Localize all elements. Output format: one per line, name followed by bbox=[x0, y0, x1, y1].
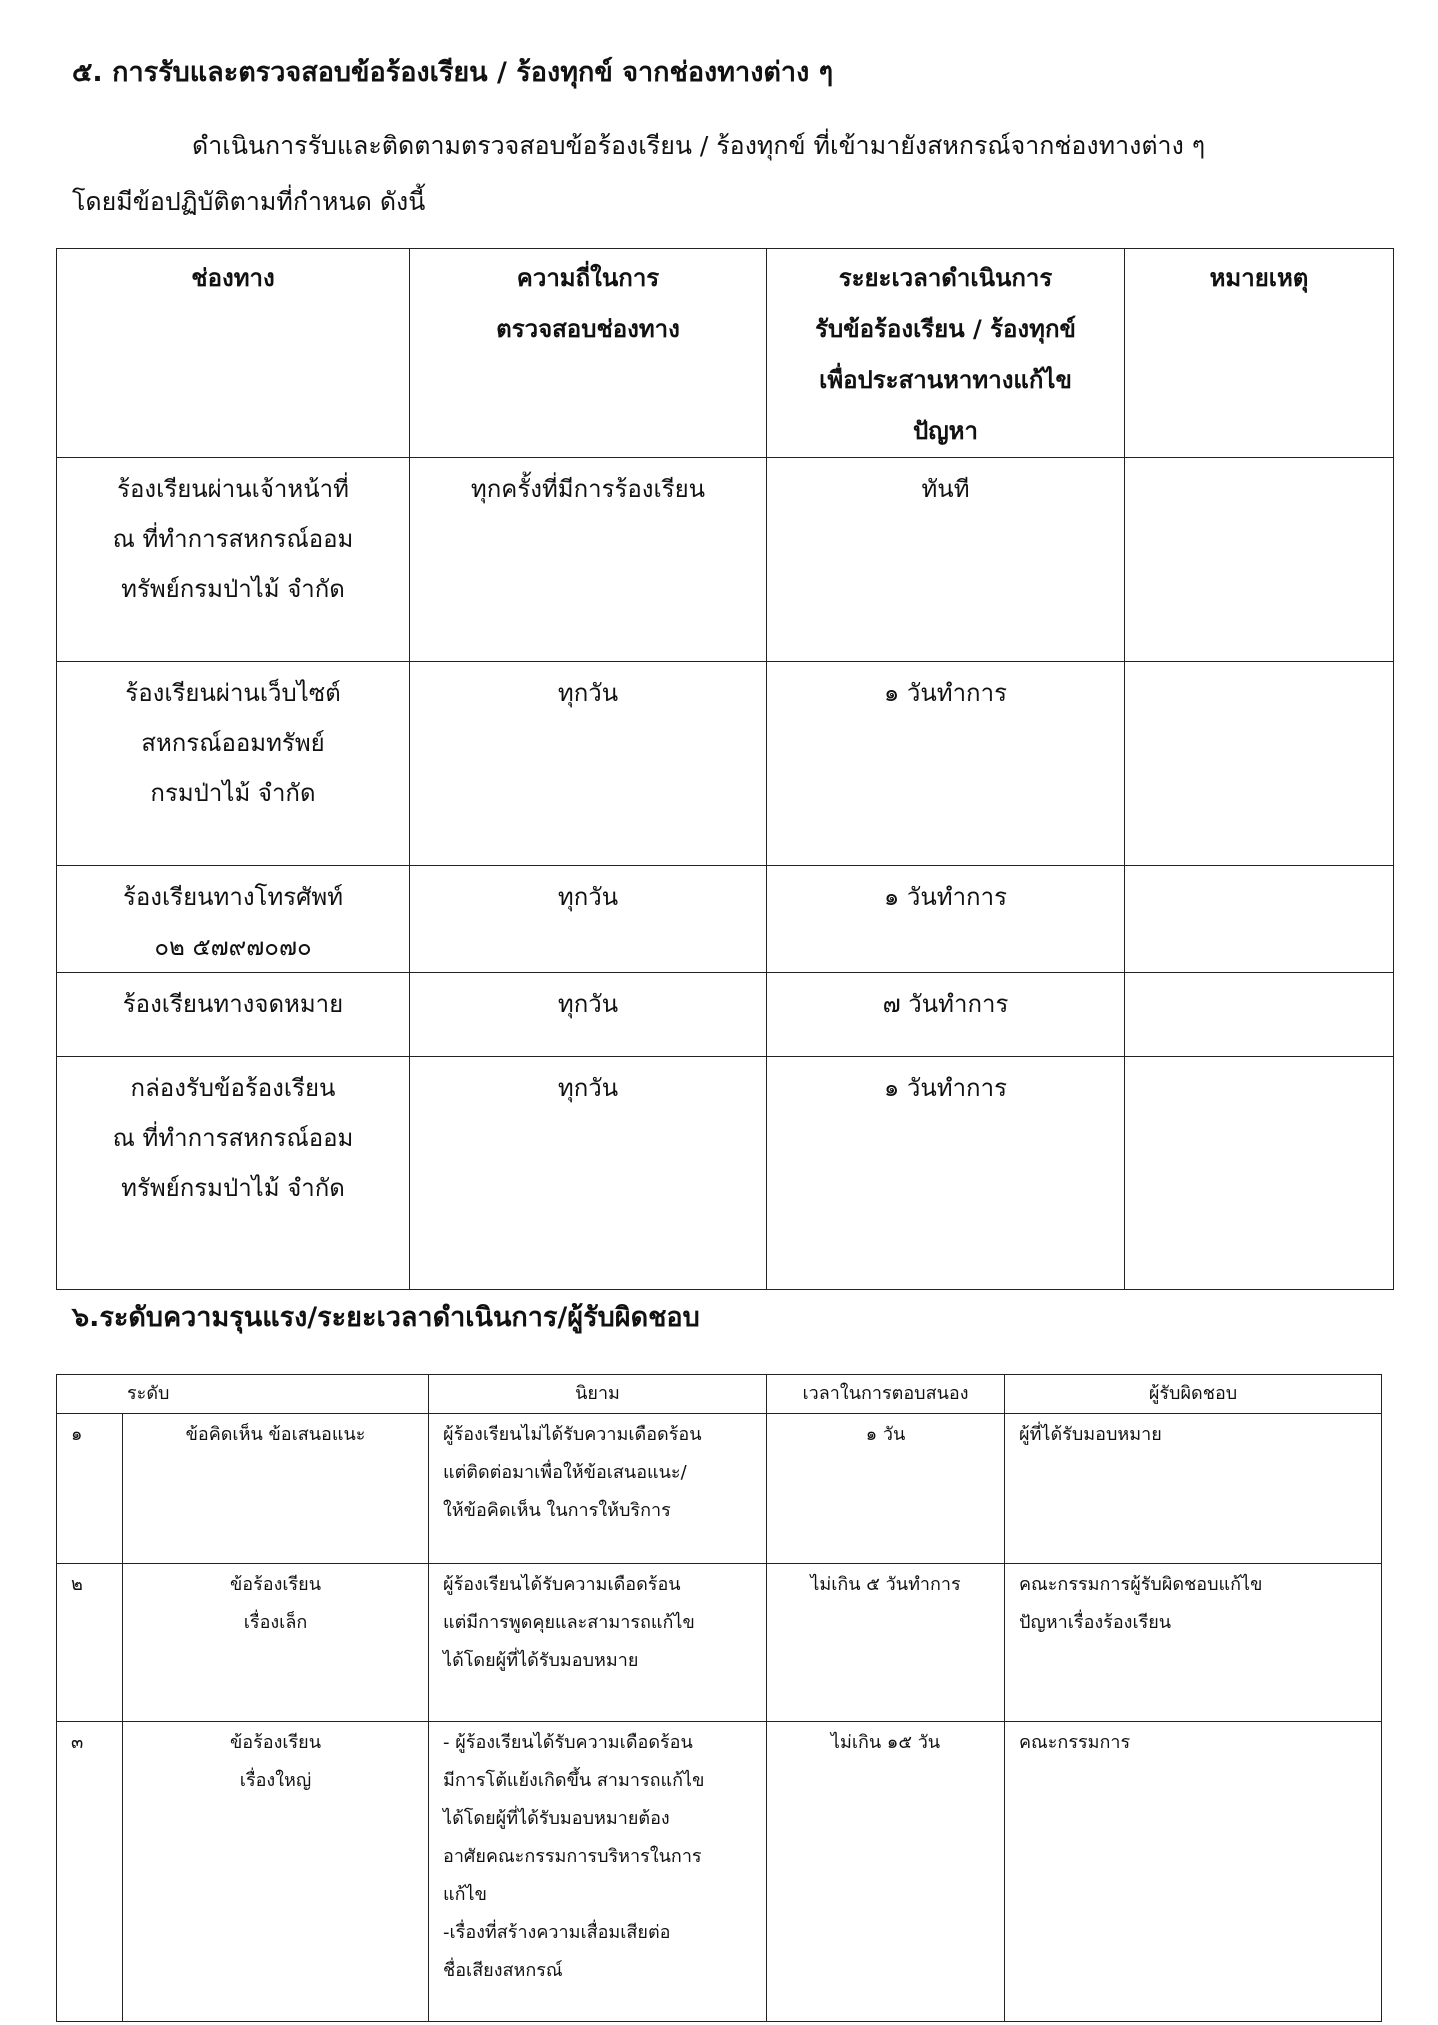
cell-note bbox=[1125, 1057, 1394, 1290]
cell-line: ข้อร้องเรียน bbox=[229, 1574, 322, 1595]
intro-line: โดยมีข้อปฏิบัติตามที่กำหนด ดังนี้ bbox=[72, 187, 426, 216]
cell-level-name bbox=[123, 1414, 429, 1564]
cell-frequency: ทุกครั้งที่มีการร้องเรียน bbox=[410, 458, 767, 662]
channels-header-row bbox=[57, 249, 1394, 458]
cell-line: คณะกรรมการผู้รับผิดชอบแก้ไข bbox=[1019, 1574, 1263, 1595]
cell-line: ทรัพย์กรมป่าไม้ จำกัด bbox=[121, 1174, 345, 1202]
cell-definition bbox=[429, 1564, 767, 1722]
cell-line: ร้องเรียนผ่านเว็บไซต์ bbox=[125, 679, 341, 707]
cell-frequency: ทุกวัน bbox=[410, 973, 767, 1057]
cell-level-number: ๓ bbox=[57, 1722, 123, 2022]
cell-duration: ๑ วันทำการ bbox=[767, 662, 1125, 866]
cell-line: สหกรณ์ออมทรัพย์ bbox=[141, 729, 325, 757]
table-row bbox=[57, 458, 1394, 662]
cell-response-time: ไม่เกิน ๕ วันทำการ bbox=[767, 1564, 1005, 1722]
cell-response-time: ไม่เกิน ๑๕ วัน bbox=[767, 1722, 1005, 2022]
cell-channel bbox=[57, 662, 410, 866]
cell-line: เรื่องใหญ่ bbox=[239, 1770, 312, 1791]
cell-duration: ๗ วันทำการ bbox=[767, 973, 1125, 1057]
header-line: ตรวจสอบช่องทาง bbox=[496, 315, 680, 343]
table-row bbox=[57, 662, 1394, 866]
header-line: เพื่อประสานหาทางแก้ไข bbox=[819, 366, 1072, 394]
cell-line: ร้องเรียนทางจดหมาย bbox=[122, 990, 344, 1018]
header-line: ช่องทาง bbox=[191, 264, 275, 292]
cell-note bbox=[1125, 662, 1394, 866]
cell-level-name bbox=[123, 1564, 429, 1722]
table-row bbox=[57, 973, 1394, 1057]
table-row bbox=[57, 1722, 1382, 2022]
cell-frequency: ทุกวัน bbox=[410, 866, 767, 973]
cell-channel bbox=[57, 866, 410, 973]
cell-level-name bbox=[123, 1722, 429, 2022]
cell-frequency: ทุกวัน bbox=[410, 1057, 767, 1290]
cell-line: ได้โดยผู้ที่ได้รับมอบหมายต้อง bbox=[443, 1808, 670, 1829]
cell-line: ผู้ร้องเรียนไม่ได้รับความเดือดร้อน bbox=[443, 1424, 702, 1445]
cell-line: มีการโต้แย้งเกิดขึ้น สามารถแก้ไข bbox=[443, 1770, 705, 1791]
cell-line: -เรื่องที่สร้างความเสื่อมเสียต่อ bbox=[443, 1922, 671, 1943]
channels-table bbox=[56, 248, 1394, 1290]
cell-responsible bbox=[1005, 1722, 1382, 2022]
cell-line: คณะกรรมการ bbox=[1019, 1732, 1131, 1753]
cell-line: ปัญหาเรื่องร้องเรียน bbox=[1019, 1612, 1172, 1633]
cell-note bbox=[1125, 866, 1394, 973]
cell-channel bbox=[57, 1057, 410, 1290]
cell-line: ได้โดยผู้ที่ได้รับมอบหมาย bbox=[443, 1650, 639, 1671]
cell-level-number: ๑ bbox=[57, 1414, 123, 1564]
cell-line: เรื่องเล็ก bbox=[243, 1612, 308, 1633]
cell-line: ๐๒ ๕๗๙๗๐๗๐ bbox=[154, 933, 312, 961]
cell-channel bbox=[57, 973, 410, 1057]
header-response-time: เวลาในการตอบสนอง bbox=[767, 1375, 1005, 1414]
section5-intro bbox=[72, 118, 1332, 230]
cell-line: กรมป่าไม้ จำกัด bbox=[150, 779, 316, 807]
header-line: รับข้อร้องเรียน / ร้องทุกข์ bbox=[815, 315, 1076, 343]
cell-line: ร้องเรียนผ่านเจ้าหน้าที่ bbox=[117, 475, 349, 503]
header-duration bbox=[767, 249, 1125, 458]
cell-frequency: ทุกวัน bbox=[410, 662, 767, 866]
cell-channel bbox=[57, 458, 410, 662]
header-line: หมายเหตุ bbox=[1209, 264, 1309, 292]
cell-line: ร้องเรียนทางโทรศัพท์ bbox=[122, 883, 344, 911]
intro-line: ดำเนินการรับและติดตามตรวจสอบข้อร้องเรียน / ร้องทุกข์ ที่เข้ามายังสหกรณ์จากช่องทางต่าง ๆ bbox=[192, 131, 1206, 160]
cell-line: - ผู้ร้องเรียนได้รับความเดือดร้อน bbox=[443, 1732, 693, 1753]
table-row bbox=[57, 1057, 1394, 1290]
section6-heading: ๖.ระดับความรุนแรง/ระยะเวลาดำเนินการ/ผู้รับผิดชอบ bbox=[72, 1302, 700, 1333]
table-row bbox=[57, 1414, 1382, 1564]
cell-note bbox=[1125, 973, 1394, 1057]
header-level: ระดับ bbox=[57, 1375, 429, 1414]
table-row bbox=[57, 1564, 1382, 1722]
header-frequency bbox=[410, 249, 767, 458]
cell-line: กล่องรับข้อร้องเรียน bbox=[130, 1074, 336, 1102]
cell-note bbox=[1125, 458, 1394, 662]
header-line: ปัญหา bbox=[913, 417, 978, 445]
cell-line: ผู้ร้องเรียนได้รับความเดือดร้อน bbox=[443, 1574, 681, 1595]
cell-line: แก้ไข bbox=[443, 1884, 487, 1905]
cell-responsible bbox=[1005, 1414, 1382, 1564]
cell-line: ทรัพย์กรมป่าไม้ จำกัด bbox=[121, 575, 345, 603]
cell-line: อาศัยคณะกรรมการบริหารในการ bbox=[443, 1846, 702, 1867]
header-definition: นิยาม bbox=[429, 1375, 767, 1414]
cell-duration: ๑ วันทำการ bbox=[767, 1057, 1125, 1290]
cell-response-time: ๑ วัน bbox=[767, 1414, 1005, 1564]
cell-definition bbox=[429, 1722, 767, 2022]
header-channel bbox=[57, 249, 410, 458]
cell-duration: ๑ วันทำการ bbox=[767, 866, 1125, 973]
header-line: ระยะเวลาดำเนินการ bbox=[838, 264, 1053, 292]
cell-line: ผู้ที่ได้รับมอบหมาย bbox=[1019, 1424, 1162, 1445]
cell-line: ข้อร้องเรียน bbox=[229, 1732, 322, 1753]
section5-heading: ๕. การรับและตรวจสอบข้อร้องเรียน / ร้องทุกข์ จากช่องทางต่าง ๆ bbox=[72, 57, 834, 88]
cell-level-number: ๒ bbox=[57, 1564, 123, 1722]
cell-definition bbox=[429, 1414, 767, 1564]
cell-line: ณ ที่ทำการสหกรณ์ออม bbox=[112, 525, 354, 553]
header-note bbox=[1125, 249, 1394, 458]
cell-line: ณ ที่ทำการสหกรณ์ออม bbox=[112, 1124, 354, 1152]
cell-line: แต่ติดต่อมาเพื่อให้ข้อเสนอแนะ/ bbox=[443, 1462, 687, 1483]
cell-line: แต่มีการพูดคุยและสามารถแก้ไข bbox=[443, 1612, 695, 1633]
severity-header-row bbox=[57, 1375, 1382, 1414]
cell-line: ให้ข้อคิดเห็น ในการให้บริการ bbox=[443, 1500, 671, 1521]
header-line: ความถี่ในการ bbox=[516, 264, 660, 292]
cell-responsible bbox=[1005, 1564, 1382, 1722]
cell-duration: ทันที bbox=[767, 458, 1125, 662]
header-responsible: ผู้รับผิดชอบ bbox=[1005, 1375, 1382, 1414]
cell-line: ข้อคิดเห็น ข้อเสนอแนะ bbox=[185, 1424, 366, 1445]
cell-line: ชื่อเสียงสหกรณ์ bbox=[443, 1960, 563, 1981]
severity-table bbox=[56, 1374, 1382, 2022]
table-row bbox=[57, 866, 1394, 973]
